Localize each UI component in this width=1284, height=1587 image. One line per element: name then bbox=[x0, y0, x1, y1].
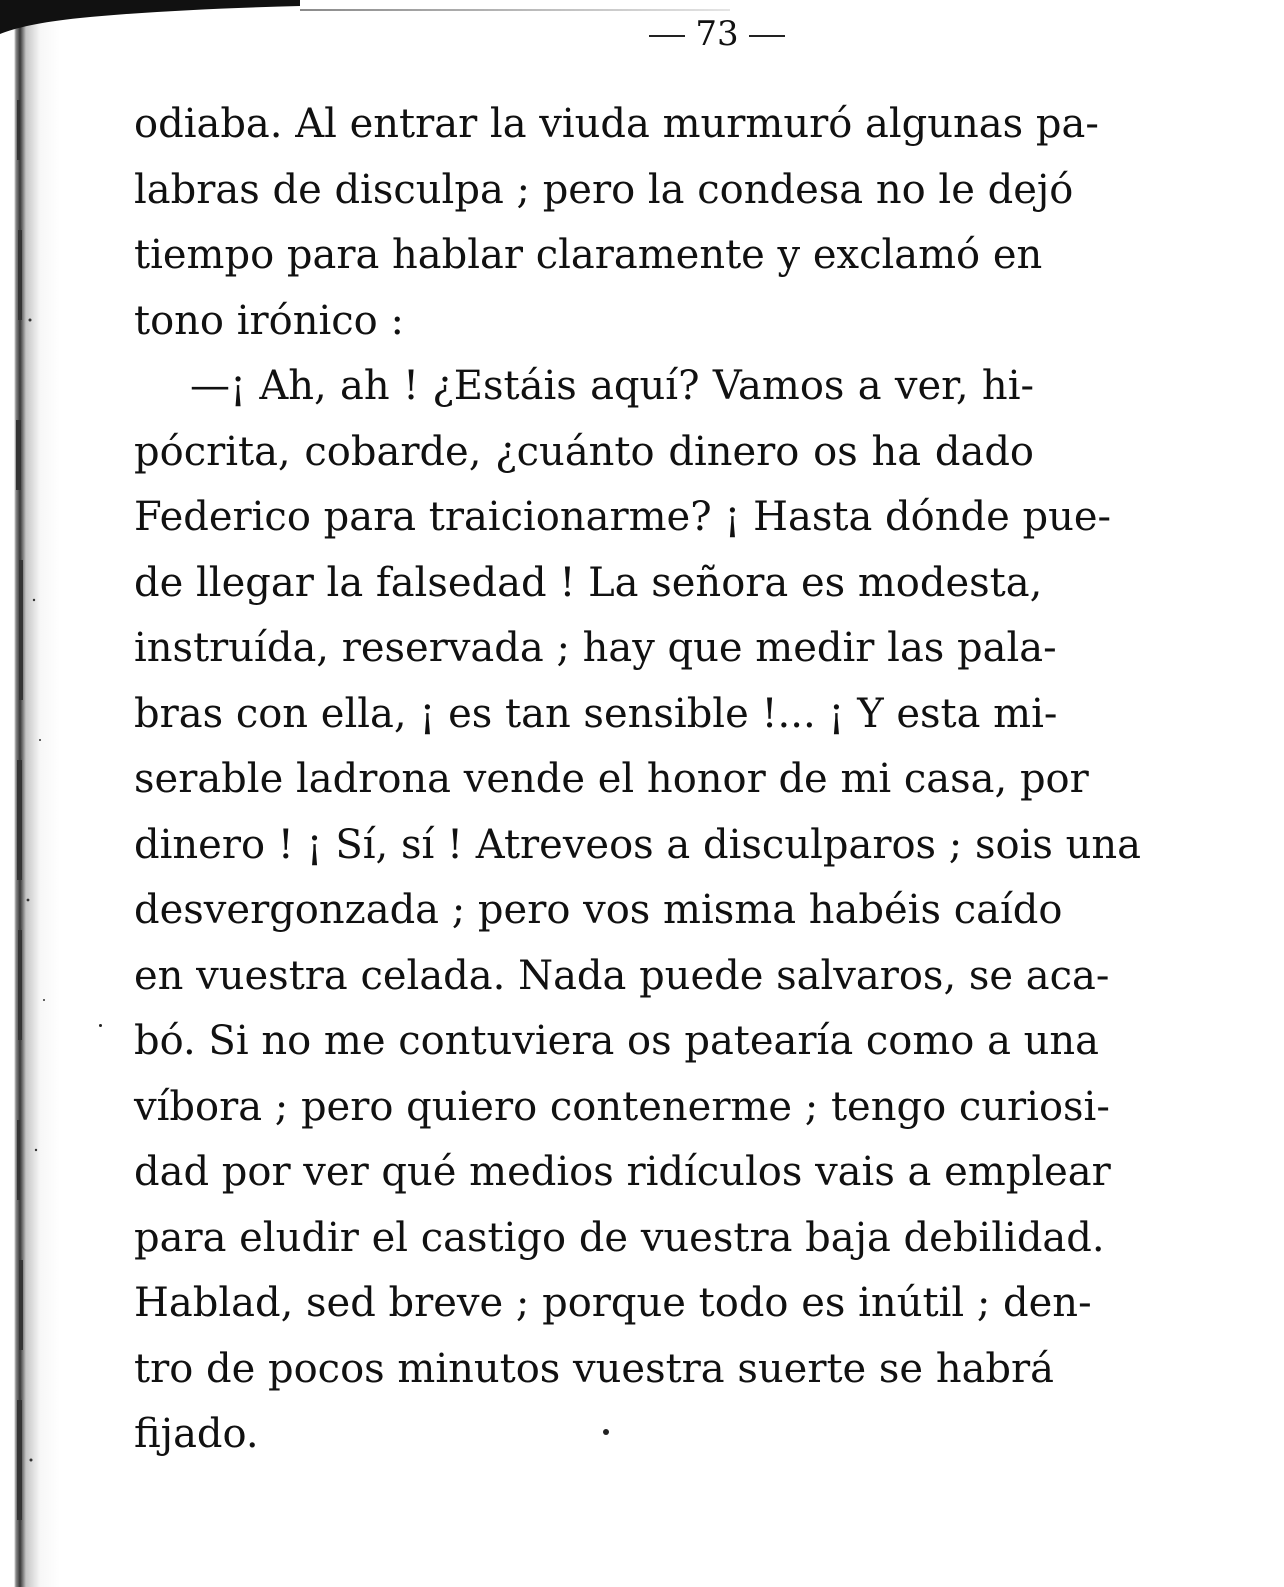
text-line: fijado. bbox=[134, 1411, 259, 1457]
text-line: odiaba. Al entrar la viuda murmuró algunas pa- bbox=[134, 101, 1099, 147]
text-line: dad por ver qué medios ridículos vais a emplear bbox=[134, 1149, 1111, 1195]
text-line: pócrita, cobarde, ¿cuánto dinero os ha dado bbox=[134, 428, 1034, 475]
page-header bbox=[0, 14, 1284, 54]
text-line: labras de disculpa ; pero la condesa no le dejó bbox=[134, 166, 1074, 213]
text-line: de llegar la falsedad ! La señora es modesta, bbox=[134, 559, 1043, 606]
text-line: dinero ! ¡ Sí, sí ! Atreveos a disculparos ; sois una bbox=[134, 821, 1141, 868]
text-line: tono irónico : bbox=[134, 297, 404, 344]
top-rule bbox=[300, 9, 730, 11]
binding-speckle bbox=[0, 0, 60, 1587]
text-line: víbora ; pero quiero contenerme ; tengo curiosi- bbox=[134, 1083, 1110, 1130]
page-number: 73 bbox=[695, 14, 739, 54]
text-line: bras con ella, ¡ es tan sensible !... ¡ Y esta mi- bbox=[134, 690, 1058, 737]
text-line: Federico para traicionarme? ¡ Hasta dónde pue- bbox=[134, 494, 1112, 540]
text-line: Hablad, sed breve ; porque todo es inútil ; den- bbox=[134, 1280, 1092, 1326]
text-line: serable ladrona vende el honor de mi casa, por bbox=[134, 756, 1089, 802]
ink-speck bbox=[99, 1024, 102, 1027]
text-line: en vuestra celada. Nada puede salvaros, se aca- bbox=[134, 952, 1110, 999]
text-line: instruída, reservada ; hay que medir las pala- bbox=[134, 625, 1057, 671]
header-dash-right bbox=[749, 35, 785, 37]
header-dash-left bbox=[649, 35, 685, 37]
ink-speck bbox=[603, 1429, 609, 1435]
body-text bbox=[134, 92, 1141, 1468]
text-line: tro de pocos minutos vuestra suerte se habrá bbox=[134, 1345, 1054, 1392]
text-line: bó. Si no me contuviera os patearía como a una bbox=[134, 1018, 1100, 1064]
text-line: tiempo para hablar claramente y exclamó en bbox=[134, 232, 1043, 278]
text-line: para eludir el castigo de vuestra baja debilidad. bbox=[134, 1214, 1105, 1261]
text-line: desvergonzada ; pero vos misma habéis caído bbox=[134, 887, 1063, 933]
text-line: —¡ Ah, ah ! ¿Estáis aquí? Vamos a ver, hi- bbox=[190, 363, 1034, 409]
